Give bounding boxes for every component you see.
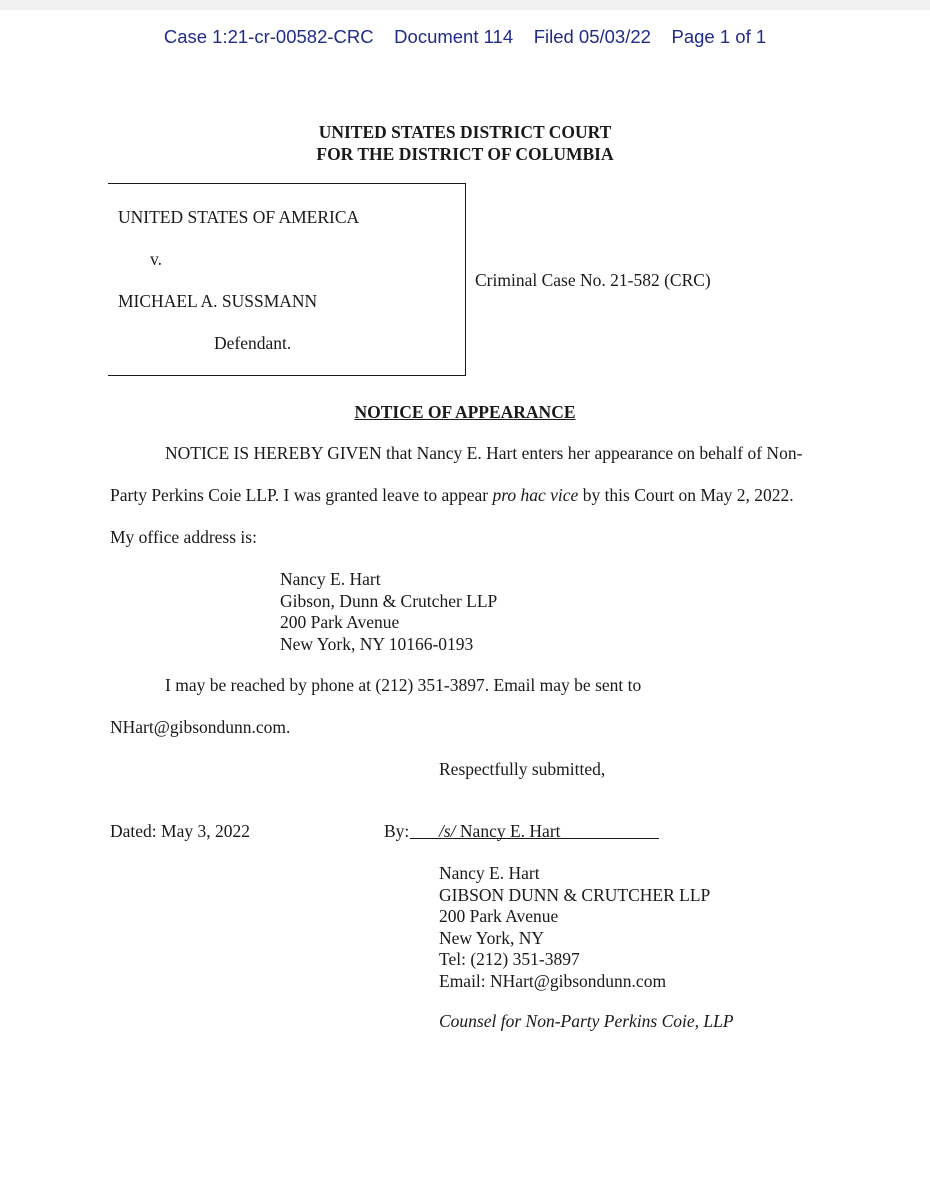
stamp-document: Document 114	[394, 26, 514, 47]
counsel-for-text: Counsel for Non-Party Perkins Coie, LLP	[439, 1011, 734, 1031]
signature-block-line: New York, NY	[439, 927, 545, 948]
body-p1-line2-italic: pro hac vice	[492, 485, 579, 505]
caption-defendant-name: MICHAEL A. SUSSMANN	[118, 291, 318, 311]
document-title: NOTICE OF APPEARANCE	[354, 402, 576, 422]
top-bar	[0, 0, 930, 10]
caption-defendant-label: Defendant.	[214, 333, 292, 353]
signature-block-line: Nancy E. Hart	[439, 863, 540, 883]
signer-name: Nancy E. Hart	[455, 821, 561, 841]
body-p1-line1: NOTICE IS HEREBY GIVEN that Nancy E. Hart enters her appearance on behalf of Non-	[165, 443, 803, 463]
case-number: Criminal Case No. 21-582 (CRC)	[475, 270, 711, 290]
signature-block-line: Tel: (212) 351-3897	[439, 949, 580, 969]
closing: Respectfully submitted,	[439, 759, 606, 779]
court-line-2: FOR THE DISTRICT OF COLUMBIA	[316, 144, 614, 164]
stamp-filed: Filed 05/03/22	[533, 26, 651, 47]
e-signature	[439, 821, 561, 842]
office-address-line: Nancy E. Hart	[280, 569, 381, 589]
signature-block-line: Email: NHart@gibsondunn.com	[439, 970, 667, 991]
body-p1-line2-b: by this Court on May 2, 2022.	[578, 485, 794, 505]
stamp-page: Page 1 of 1	[671, 26, 767, 47]
counsel-for	[439, 1011, 734, 1032]
caption-plaintiff: UNITED STATES OF AMERICA	[118, 207, 360, 227]
court-heading	[0, 121, 930, 165]
office-address-line: Gibson, Dunn & Crutcher LLP	[280, 590, 498, 611]
office-address-line: 200 Park Avenue	[280, 612, 400, 632]
body-p1-line3: My office address is:	[110, 527, 257, 547]
body-p2-line2: NHart@gibsondunn.com.	[110, 717, 291, 737]
by-label: By:	[384, 821, 410, 841]
body-p1-line2-a: Party Perkins Coie LLP. I was granted leave to appear	[110, 485, 493, 505]
office-address	[280, 569, 497, 655]
stamp-case: Case 1:21-cr-00582-CRC	[163, 26, 374, 47]
court-line-1: UNITED STATES DISTRICT COURT	[318, 122, 612, 142]
dated: Dated: May 3, 2022	[110, 821, 250, 841]
s-mark: /s/	[439, 821, 456, 841]
body-p1-line2	[110, 485, 794, 506]
signature-block	[439, 863, 710, 992]
office-address-line: New York, NY 10166-0193	[280, 633, 474, 654]
body-p2-line1: I may be reached by phone at (212) 351-3897. Email may be sent to	[165, 675, 642, 695]
caption-versus: v.	[150, 249, 162, 269]
ecf-header-stamp	[0, 26, 930, 48]
signature-block-line: 200 Park Avenue	[439, 906, 559, 926]
signature-block-line: GIBSON DUNN & CRUTCHER LLP	[439, 884, 711, 905]
